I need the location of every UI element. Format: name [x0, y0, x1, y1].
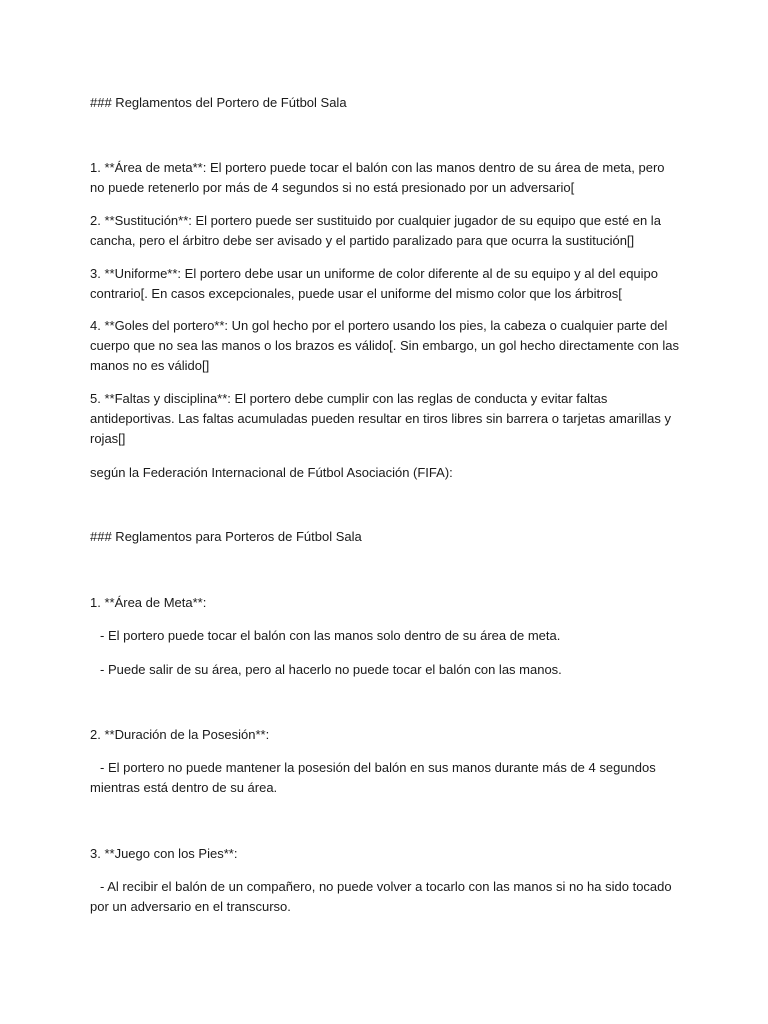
source-line: según la Federación Internacional de Fútbol Asociación (FIFA): — [90, 465, 453, 480]
section-juego-con-pies-item: - Al recibir el balón de un compañero, no puede volver a tocarlo con las manos si no ha sido tocado por un adversario en el transcurso. — [90, 879, 672, 914]
section-area-de-meta-title: 1. **Área de Meta**: — [90, 595, 207, 610]
section-duracion-posesion-title: 2. **Duración de la Posesión**: — [90, 727, 270, 742]
section-area-de-meta-item: - Puede salir de su área, pero al hacerlo no puede tocar el balón con las manos. — [100, 662, 562, 677]
rule-uniforme: 3. **Uniforme**: El portero debe usar un uniforme de color diferente al de su equipo y al del equipo contrario[. En casos excepcionales, puede usar el uniforme del mismo color que los árbitros[ — [90, 266, 659, 301]
rule-goles-del-portero: 4. **Goles del portero**: Un gol hecho por el portero usando los pies, la cabeza o cualquier parte del cuerpo que no sea las manos o los brazos es válido[. Sin embargo, un gol hecho directamente con las manos no es válido[] — [90, 318, 679, 373]
heading-reglamentos-porteros: ### Reglamentos para Porteros de Fútbol Sala — [90, 529, 362, 544]
section-duracion-posesion-item: - El portero no puede mantener la posesión del balón en sus manos durante más de 4 segundos mientras está dentro de su área. — [90, 760, 656, 795]
heading-reglamentos-portero: ### Reglamentos del Portero de Fútbol Sala — [90, 95, 347, 110]
section-juego-con-pies-title: 3. **Juego con los Pies**: — [90, 846, 238, 861]
rule-area-de-meta: 1. **Área de meta**: El portero puede tocar el balón con las manos dentro de su área de meta, pero no puede retenerlo por más de 4 segundos si no está presionado por un adversario[ — [90, 160, 665, 195]
rule-sustitucion: 2. **Sustitución**: El portero puede ser sustituido por cualquier jugador de su equipo que esté en la cancha, pero el árbitro debe ser avisado y el partido paralizado para que ocurra la sustitución[] — [90, 213, 661, 248]
rule-faltas-y-disciplina: 5. **Faltas y disciplina**: El portero debe cumplir con las reglas de conducta y evitar faltas antideportivas. Las faltas acumuladas pueden resultar en tiros libres sin barrera o tarjetas amarillas y rojas[] — [90, 391, 671, 446]
section-area-de-meta-item: - El portero puede tocar el balón con las manos solo dentro de su área de meta. — [100, 628, 561, 643]
